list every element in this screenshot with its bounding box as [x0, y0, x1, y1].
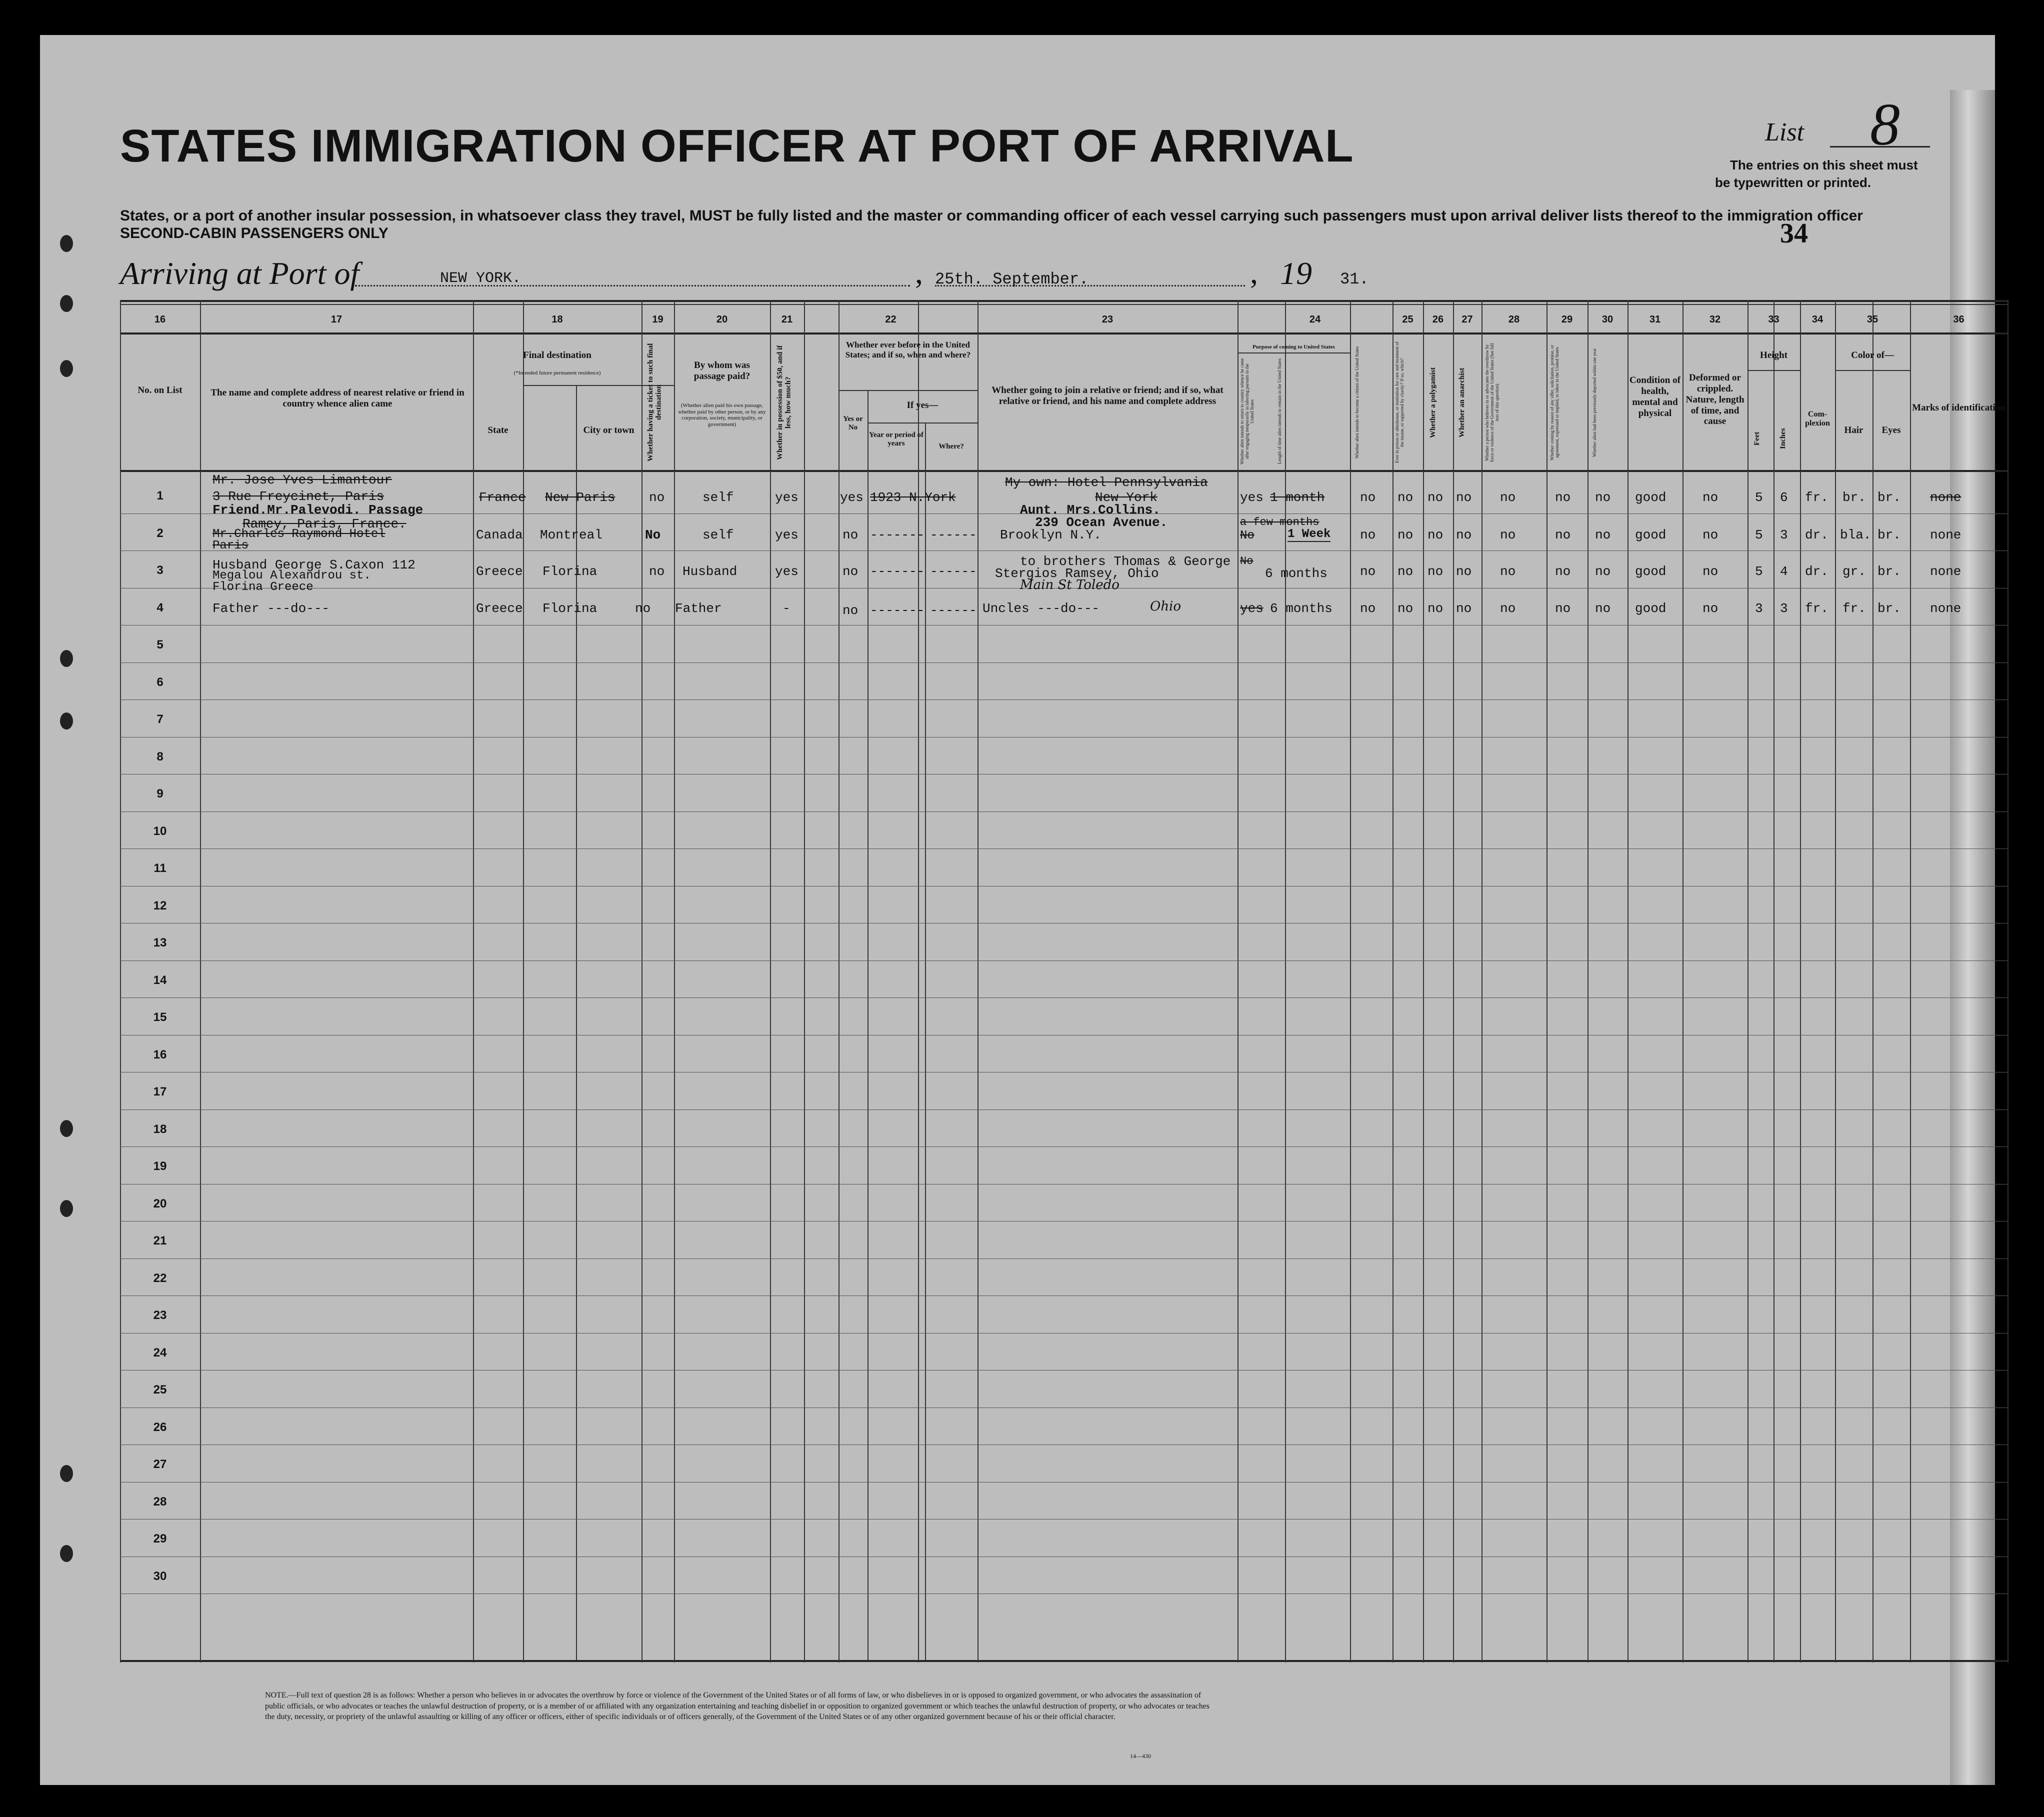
row-number: 7: [156, 712, 164, 726]
colnum-36: 36: [1953, 314, 1964, 325]
row-line: [120, 662, 2008, 663]
typewritten-note-2: be typewritten or printed.: [1715, 175, 1872, 190]
row4-q29: no: [1555, 601, 1571, 616]
colnum-31: 31: [1649, 314, 1661, 325]
header-join: Whether going to join a relative or friend; and if so, what relative or friend, and his name and complete address: [992, 385, 1224, 406]
row1-deported: no: [1595, 490, 1611, 505]
row3-join: to brothers Thomas & George: [1020, 554, 1231, 569]
footer-note: NOTE.—Full text of question 28 is as follows: Whether a person who believes in or advocates the overthrow by force or violence of the Government of the United States or of all forms of law, or who disbelieves in or is opposed to organized government, or who advocates the assassination of public officials, or who advocates or teaches the unlawful destruction of property, or is a member of or affiliated with any organization entertaining and teaching disbelief in or opposition to organized government or which teaches the unlawful destruction of property, or who advocates or teaches the duty, necessity, or propriety of the unlawful assaulting or killing of any officer or officers, either of specific individuals or of officers generally, of the Government of the United States or of any other organized government because of his or their official character.: [265, 1691, 1210, 1722]
header-no-on-list: No. on List: [138, 385, 182, 396]
row-number: 24: [153, 1346, 167, 1360]
row2-inches: 3: [1780, 528, 1788, 542]
manifest-sheet: [40, 35, 2006, 1785]
row1-paid: self: [702, 490, 734, 505]
row1-join-2: New York: [1095, 490, 1158, 505]
header-polygamist: Whether a polygamist: [1429, 367, 1437, 438]
row-line: [120, 1258, 2008, 1259]
colnum-26: 26: [1432, 314, 1444, 325]
row1-relative-struck-a: Mr. Jose Yves Limantour: [212, 472, 392, 488]
header-complexion: Com-plexion: [1805, 410, 1830, 428]
row-number: 13: [153, 936, 167, 950]
row2-health: good: [1635, 528, 1666, 542]
col-line: [674, 300, 675, 1662]
row1-hair: br.: [1842, 490, 1866, 505]
comma: ,: [915, 254, 923, 290]
colnum-35: 35: [1866, 314, 1878, 325]
header-q28: Whether a person who believes in or advocates the overthrow by force or violence of the Government of the United States (See full text of this question): [1484, 343, 1500, 462]
header-yes-no: Yes or No: [843, 415, 863, 432]
row3-q28: no: [1500, 564, 1516, 579]
row4-join: Uncles ---do---: [982, 601, 1100, 616]
header-final-destination: Final destination: [523, 350, 592, 360]
row1-ticket: no: [649, 490, 665, 505]
row2-relative-b: Ramey, Paris, France.: [242, 516, 406, 532]
header-q29: Whether coming by reason of any offer, solicitation, promise, or agreement, expressed or implied, to labor in the United States: [1550, 344, 1560, 460]
row2-join-2: 239 Ocean Avenue.: [1035, 515, 1168, 530]
row-line: [120, 960, 2008, 961]
row3-where: ------: [930, 564, 977, 579]
row4-state: Greece: [476, 601, 523, 616]
row4-before: no: [842, 603, 858, 618]
colnum-30: 30: [1602, 314, 1614, 325]
row4-hair: fr.: [1842, 601, 1866, 616]
row3-health: good: [1635, 564, 1666, 579]
table-bottom-rule: [120, 1660, 2008, 1662]
list-label: List: [1765, 118, 1804, 146]
row2-join-3: Brooklyn N.Y.: [1000, 528, 1102, 542]
port-line: [355, 285, 910, 286]
row2-city: Montreal: [540, 528, 602, 542]
row4-money: -: [782, 601, 790, 616]
typewritten-note: The entries on this sheet must: [1730, 158, 1918, 172]
row2-complexion: dr.: [1805, 528, 1828, 542]
header-citizen: Whether alien intends to become a citizen of the United States: [1354, 346, 1360, 459]
row1-anarchist: no: [1456, 490, 1472, 505]
row3-deported: no: [1595, 564, 1611, 579]
row3-join-handwritten: Main St Toledo: [1020, 578, 1120, 592]
row4-anarchist: no: [1456, 601, 1472, 616]
row1-health: good: [1635, 490, 1666, 505]
row3-polygamist: no: [1428, 564, 1444, 579]
header-city: City or town: [583, 425, 634, 436]
row3-state: Greece: [476, 564, 523, 579]
row3-q29: no: [1555, 564, 1571, 579]
binder-hole: [60, 235, 73, 252]
row2-where: ------: [930, 528, 977, 542]
col-line: [473, 300, 474, 1662]
col-line: [1835, 300, 1836, 1662]
row-number: 6: [156, 676, 164, 689]
row4-purpose: yes: [1240, 601, 1264, 616]
row-number: 30: [153, 1570, 167, 1583]
colnum-17: 17: [330, 314, 342, 325]
colnum-22: 22: [885, 314, 896, 325]
col-line: [1350, 300, 1351, 1662]
header-marks: Marks of identification: [1912, 402, 2006, 413]
header-deformed: Deformed or crippled. Nature, length of time, and cause: [1686, 372, 1744, 427]
row-number: 17: [153, 1085, 167, 1098]
col-line: [1910, 300, 1911, 1662]
colnum-21: 21: [781, 314, 793, 325]
binder-hole: [60, 1200, 73, 1217]
row4-inches: 3: [1780, 601, 1788, 616]
row4-marks: none: [1930, 601, 1962, 616]
colnum-18: 18: [552, 314, 563, 325]
row1-feet: 5: [1755, 490, 1763, 505]
row2-paid: self: [702, 528, 734, 542]
colnum-20: 20: [716, 314, 728, 325]
header-if-yes: If yes—: [906, 400, 938, 410]
col-line: [1682, 300, 1684, 1662]
row-line: [120, 1035, 2008, 1036]
row4-where: ------: [930, 603, 977, 618]
row-number: 21: [153, 1234, 167, 1248]
row4-feet: 3: [1755, 601, 1763, 616]
header-by-whom-note: (Whether alien paid his own passage, whether paid by other person, or by any corporation, society, municipality, or government): [678, 402, 766, 428]
row-line: [120, 1146, 2008, 1147]
colnum-19: 19: [652, 314, 664, 325]
row-number: 11: [154, 862, 166, 875]
manifest-table: [120, 300, 2008, 1662]
row3-join-2: Stergios Ramsey, Ohio: [995, 566, 1159, 581]
colnum-25: 25: [1402, 314, 1414, 325]
row1-eyes: br.: [1878, 490, 1901, 505]
form-number: 14—430: [1130, 1752, 1151, 1760]
colnum-32: 32: [1709, 314, 1721, 325]
row-line: [120, 737, 2008, 738]
colnum-34: 34: [1812, 314, 1824, 325]
header-by-whom: By whom was passage paid?: [694, 360, 750, 382]
colnum-27: 27: [1462, 314, 1473, 325]
row1-state: France: [479, 490, 526, 505]
row3-length: 6 months: [1265, 566, 1328, 581]
row4-ticket: no: [635, 601, 651, 616]
row4-complexion: fr.: [1805, 601, 1828, 616]
header-purpose: Purpose of coming to United States: [1252, 344, 1335, 350]
colnum-16: 16: [154, 314, 166, 325]
row-line: [120, 1221, 2008, 1222]
subtitle-class: SECOND-CABIN PASSENGERS ONLY: [120, 225, 388, 242]
row-number: 29: [153, 1532, 167, 1546]
binder-hole: [60, 712, 73, 730]
before-divider: [838, 390, 978, 391]
row1-complexion: fr.: [1805, 490, 1828, 505]
header-eyes: Eyes: [1882, 425, 1901, 436]
colnum-29: 29: [1561, 314, 1573, 325]
row2-marks: none: [1930, 528, 1962, 542]
row2-before: no: [842, 528, 858, 542]
row-number: 12: [153, 899, 167, 912]
row2-relative-c: Paris: [212, 539, 249, 552]
col-line: [1872, 300, 1874, 1662]
row3-year: -------: [870, 564, 925, 579]
row-number: 16: [153, 1048, 167, 1062]
row4-join-handwritten: Ohio: [1150, 599, 1182, 614]
row2-relative-struck: Mr.Charles Raymond Hotel: [212, 528, 386, 541]
row3-inches: 4: [1780, 564, 1788, 579]
row2-relative-a: Friend.Mr.Palevodi. Passage: [212, 502, 424, 518]
header-final-destination-note: (*Intended future permanent residence): [514, 370, 601, 376]
row-line: [120, 1556, 2008, 1557]
row2-join: Aunt. Mrs.Collins.: [1020, 502, 1160, 518]
row4-relative-a: Father ---do---: [212, 601, 330, 616]
header-state: State: [488, 425, 508, 436]
row-line: [120, 1444, 2008, 1445]
row2-q29: no: [1555, 528, 1571, 542]
row4-citizen: no: [1360, 601, 1376, 616]
row4-eyes: br.: [1878, 601, 1901, 616]
arrival-date: 25th. September.: [935, 270, 1089, 288]
row2-q28: no: [1500, 528, 1516, 542]
header-height: Height: [1760, 350, 1788, 360]
row1-relative-struck-b: 3 Rue Freycinet, Paris: [212, 489, 384, 504]
row4-polygamist: no: [1428, 601, 1444, 616]
height-divider: [1748, 370, 1800, 371]
row-number: 20: [153, 1197, 167, 1210]
arrival-port: NEW YORK.: [440, 270, 522, 287]
row2-hair: bla.: [1840, 528, 1872, 542]
header-hair: Hair: [1844, 425, 1864, 436]
row-number: 4: [156, 601, 164, 614]
row-line: [120, 1519, 2008, 1520]
row2-anarchist: no: [1456, 528, 1472, 542]
row1-citizen: no: [1360, 490, 1376, 505]
row3-eyes: br.: [1878, 564, 1901, 579]
row2-citizen: no: [1360, 528, 1376, 542]
row4-deported: no: [1595, 601, 1611, 616]
header-feet: Feet: [1753, 432, 1761, 446]
row2-prison: no: [1398, 528, 1414, 542]
binder-hole: [60, 1465, 73, 1482]
row4-year: -------: [870, 603, 925, 618]
row3-purpose: No: [1240, 555, 1254, 568]
header-relative: The name and complete address of nearest relative or friend in country whence alien came: [210, 388, 464, 409]
arriving-label: Arriving at Port of: [120, 256, 360, 291]
row-number: 26: [153, 1420, 167, 1434]
row3-relative-b: Megalou Alexandrou st.: [212, 569, 371, 582]
colnum-28: 28: [1508, 314, 1520, 325]
header-health: Condition of health, mental and physical: [1630, 375, 1680, 418]
row-number: 10: [153, 824, 167, 838]
row-line: [120, 1333, 2008, 1334]
row-number: 25: [153, 1383, 167, 1396]
purpose-divider: [1238, 352, 1350, 354]
row1-deformed: no: [1702, 490, 1718, 505]
row1-year-where: 1923 N.York: [870, 490, 956, 505]
row2-eyes: br.: [1878, 528, 1901, 542]
row3-feet: 5: [1755, 564, 1763, 579]
row3-paid: Husband: [682, 564, 738, 579]
row-number: 1: [156, 489, 164, 502]
header-bottom-rule: [120, 470, 2008, 472]
row1-purpose: yes: [1240, 490, 1264, 505]
row2-state: Canada: [476, 528, 523, 542]
col-line: [1546, 300, 1548, 1662]
row-number: 22: [153, 1272, 167, 1285]
row3-complexion: dr.: [1805, 564, 1828, 579]
row1-city: New Paris: [545, 490, 616, 505]
row3-relative-a: Husband George S.Caxon 112: [212, 558, 416, 572]
arrival-year: 31.: [1340, 270, 1369, 288]
colnum-rule: [120, 332, 2008, 334]
color-divider: [1835, 370, 1910, 371]
row3-ticket: no: [649, 564, 665, 579]
row3-marks: none: [1930, 564, 1962, 579]
row4-deformed: no: [1702, 601, 1718, 616]
row1-polygamist: no: [1428, 490, 1444, 505]
row3-prison: no: [1398, 564, 1414, 579]
row3-deformed: no: [1702, 564, 1718, 579]
table-top-rule: [120, 300, 2008, 302]
sheet-number: 34: [1780, 218, 1808, 249]
row1-inches: 6: [1780, 490, 1788, 505]
colnum-24: 24: [1309, 314, 1321, 325]
row2-length-struck: a few months: [1240, 516, 1320, 528]
binder-hole: [60, 650, 73, 667]
header-inches: Inches: [1779, 428, 1787, 450]
col-line: [1423, 300, 1424, 1662]
header-year: Year or period of years: [868, 431, 924, 448]
page-title: STATES IMMIGRATION OFFICER AT PORT OF ARRIVAL: [120, 120, 1354, 172]
header-before: Whether ever before in the United States; and if so, when and where?: [845, 340, 971, 360]
header-deported: Whether alien had been previously deported within one year: [1592, 348, 1597, 457]
row-line: [120, 625, 2008, 626]
row2-length: 1 Week: [1288, 528, 1331, 541]
row1-marks: none: [1930, 490, 1962, 505]
row2-deported: no: [1595, 528, 1611, 542]
header-purpose-b: Length of time alien intends to remain in the United States: [1277, 358, 1282, 464]
row3-hair: gr.: [1842, 564, 1866, 579]
row-number: 23: [153, 1308, 167, 1322]
row3-anarchist: no: [1456, 564, 1472, 579]
row-line: [120, 848, 2008, 849]
row1-prison: no: [1398, 490, 1414, 505]
row2-ticket: No: [645, 528, 661, 542]
subtitle-instructions: States, or a port of another insular possession, in whatsoever class they travel, MUST be fully listed and the master or commanding officer of each vessel carrying such passengers must upon arrival deliver lists thereof to the immigration officer: [120, 208, 1863, 224]
row1-join: My own: Hotel Pennsylvania: [1005, 475, 1208, 490]
row-number: 3: [156, 564, 164, 577]
row2-purpose-struck: No: [1240, 529, 1254, 542]
row4-prison: no: [1398, 601, 1414, 616]
row-line: [120, 923, 2008, 924]
header-purpose-a: Whether alien intends to return to country whence he came after engaging temporarily in laboring pursuits in the United States: [1240, 358, 1254, 464]
colnum-33: 33: [1768, 314, 1780, 325]
row-number: 27: [153, 1458, 167, 1471]
col-line: [770, 300, 771, 1662]
col-line: [1800, 300, 1801, 1662]
row-line: [120, 550, 2008, 551]
header-anarchist: Whether an anarchist: [1458, 368, 1466, 438]
col-line: [838, 300, 840, 1662]
row1-q28: no: [1500, 490, 1516, 505]
col-line: [925, 422, 926, 1660]
row-number: 28: [153, 1495, 167, 1508]
colnum-23: 23: [1102, 314, 1114, 325]
row2-polygamist: no: [1428, 528, 1444, 542]
row-number: 9: [156, 787, 164, 800]
binder-hole: [60, 1120, 73, 1137]
header-money: Whether in possession of $50, and if less, how much?: [776, 345, 792, 460]
row-number: 14: [153, 974, 167, 987]
binder-hole: [60, 360, 73, 377]
row4-length: 6 months: [1270, 601, 1332, 616]
header-ticket: Whether having a ticket to such final destination: [646, 343, 663, 462]
binder-hole: [60, 295, 73, 312]
col-line: [1453, 300, 1454, 1662]
row-number: 15: [153, 1010, 167, 1024]
row1-money: yes: [775, 490, 798, 505]
row3-before: no: [842, 564, 858, 579]
row3-relative-c: Florina Greece: [212, 580, 314, 594]
row3-city: Florina: [542, 564, 598, 579]
row2-feet: 5: [1755, 528, 1763, 542]
header-color: Color of—: [1851, 350, 1894, 360]
row2-deformed: no: [1702, 528, 1718, 542]
row-number: 18: [153, 1122, 167, 1136]
col-line: [200, 300, 201, 1662]
row-number: 8: [156, 750, 164, 764]
header-where: Where?: [938, 442, 964, 450]
year-prefix: 19: [1280, 256, 1312, 291]
list-number: 8: [1870, 91, 1900, 158]
row1-length: 1 month: [1270, 490, 1325, 505]
row2-year: -------: [870, 528, 925, 542]
row3-money: yes: [775, 564, 798, 579]
col-line: [804, 300, 805, 1662]
row3-citizen: no: [1360, 564, 1376, 579]
ifyes-divider: [868, 422, 978, 424]
row4-paid: Father: [675, 601, 722, 616]
comma-2: ,: [1250, 254, 1258, 290]
table-top-rule-2: [120, 304, 2008, 305]
row1-q29: no: [1555, 490, 1571, 505]
header-prison: Ever in prison or almshouse, or institution for care and treatment of the insane, or supported by charity? If so, which?: [1394, 342, 1404, 464]
binder-hole: [60, 1545, 73, 1562]
row4-city: Florina: [542, 601, 598, 616]
row-number: 2: [156, 526, 164, 540]
row2-money: yes: [775, 528, 798, 542]
row4-health: good: [1635, 601, 1666, 616]
row4-q28: no: [1500, 601, 1516, 616]
row-number: 5: [156, 638, 164, 652]
col-line: [1392, 300, 1394, 1662]
row-number: 19: [153, 1160, 167, 1173]
row1-before: yes: [840, 490, 864, 505]
